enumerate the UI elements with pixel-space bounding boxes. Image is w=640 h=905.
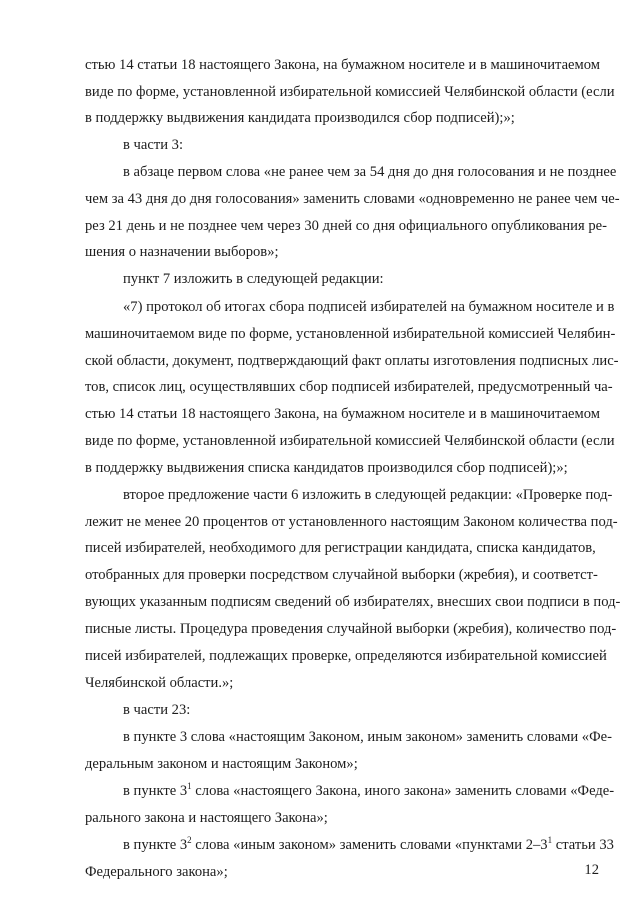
text-line: в абзаце первом слова «не ранее чем за 54 дня до дня голосования и не позднее [123,164,617,180]
text-line: в пункте 3 слова «настоящим Законом, иным законом» заменить словами «Фе- [123,729,612,745]
text-line: писей избирателей, необходимого для регистрации кандидата, списка кандидатов, [85,540,596,556]
text-line: писные листы. Процедура проведения случайной выборки (жребия), количество под- [85,621,617,637]
text-line: рального закона и настоящего Закона»; [85,810,328,826]
text-line: Федерального закона»; [85,864,228,880]
text-line: чем за 43 дня до дня голосования» заменить словами «одновременно не ранее чем че- [85,191,620,207]
page-number: 12 [584,862,599,878]
text-line-with-superscript [123,835,614,855]
superscript: 1 [187,781,192,791]
text-line-with-superscript [123,781,615,801]
text-line: писей избирателей, подлежащих проверке, определяются избирательной комиссией [85,648,607,664]
text-line: шения о назначении выборов»; [85,244,279,260]
text-line: виде по форме, установленной избирательной комиссией Челябинской области (если [85,84,615,100]
text-line: тов, список лиц, осуществлявших сбор подписей избирателей, предусмотренный ча- [85,379,613,395]
text-line: виде по форме, установленной избирательной комиссией Челябинской области (если [85,433,615,449]
text-fragment: в пункте 3 [123,783,188,799]
text-line: лежит не менее 20 процентов от установленного настоящим Законом количества под- [85,514,618,530]
superscript: 1 [547,835,553,845]
text-line: отобранных для проверки посредством случайной выборки (жребия), и соответст- [85,567,598,583]
text-line: второе предложение части 6 изложить в следующей редакции: «Проверке под- [123,487,613,503]
text-line: рез 21 день и не позднее чем через 30 дней со дня официального опубликования ре- [85,218,607,234]
text-line: Челябинской области.»; [85,675,234,691]
text-line: стью 14 статьи 18 настоящего Закона, на бумажном носителе и в машиночитаемом [85,57,601,73]
text-line: в поддержку выдвижения списка кандидатов производился сбор подписей);»; [85,460,568,476]
text-line: в части 3: [123,137,184,153]
text-line: деральным законом и настоящим Законом»; [85,756,358,772]
text-fragment: в пункте 3 [123,837,188,853]
text-line: пункт 7 изложить в следующей редакции: [123,271,384,287]
superscript: 2 [187,835,192,845]
text-line: «7) протокол об итогах сбора подписей избирателей на бумажном носителе и в [123,299,615,315]
text-line: стью 14 статьи 18 настоящего Закона, на бумажном носителе и в машиночитаемом [85,406,601,422]
text-fragment: слова «иным законом» заменить словами «пунктами 2–3 [191,837,548,853]
text-fragment: слова «настоящего Закона, иного закона» заменить словами «Федe- [191,783,615,799]
text-line: в поддержку выдвижения кандидата производился сбор подписей);»; [85,110,515,126]
text-line: в части 23: [123,702,191,718]
text-fragment: статьи 33 [552,837,614,853]
text-line: ской области, документ, подтверждающий факт оплаты изготовления подписных лис- [85,353,619,369]
text-line: вующих указанным подписям сведений об избирателях, внесших свои подписи в под- [85,594,621,610]
text-line: машиночитаемом виде по форме, установленной избирательной комиссией Челябин- [85,326,616,342]
